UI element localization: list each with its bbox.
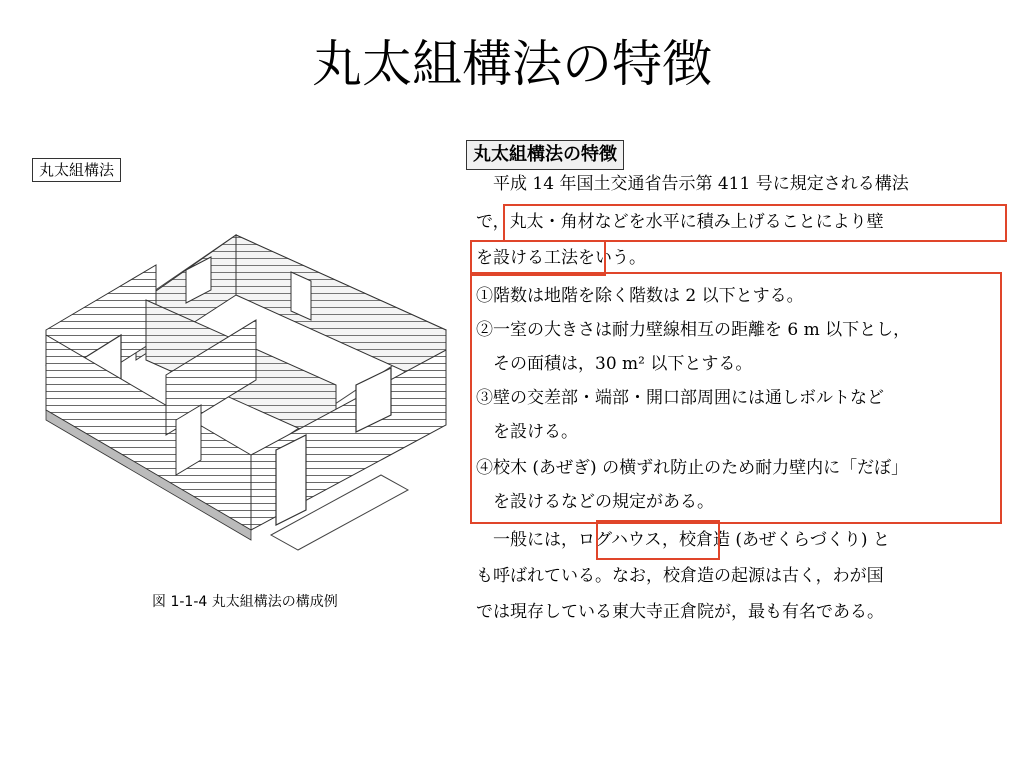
highlight-box-definition [503,204,1007,242]
figure-caption: 図 1-1-4 丸太組構法の構成例 [152,594,338,610]
body-line: その面積は，30 m² 以下とする。 [476,354,753,374]
highlight-box-loghouse [596,520,720,560]
body-line: ①階数は地階を除く階数は 2 以下とする。 [476,286,804,306]
body-line: ④校木 (あぜぎ) の横ずれ防止のため耐力壁内に「だぼ」 [476,458,909,478]
body-line: を設ける。 [476,422,578,442]
body-line: も呼ばれている。なお，校倉造の起源は古く，わが国 [476,566,884,586]
highlight-box-method [470,240,606,276]
window-back-right [291,272,311,320]
body-line: を設ける工法をいう。 [476,248,646,268]
slide-title: 丸太組構法の特徴 [312,35,712,93]
log-house-figure [36,210,466,555]
text-heading: 丸太組構法の特徴 [466,140,624,170]
body-line: では現存している東大寺正倉院が，最も有名である。 [476,602,884,622]
body-line: ②一室の大きさは耐力壁線相互の距離を 6 m 以下とし， [476,320,911,340]
body-line: を設けるなどの規定がある。 [476,492,714,512]
highlight-box-rules [470,272,1002,524]
body-line: ③壁の交差部・端部・開口部周囲には通しボルトなど [476,388,884,408]
body-line: 平成 14 年国土交通省告示第 411 号に規定される構法 [476,174,909,194]
figure-label: 丸太組構法 [32,158,121,182]
door-opening [276,435,306,525]
body-line: で，丸太・角材などを水平に積み上げることにより壁 [476,212,884,232]
body-line: 一般には，ログハウス，校倉造 (あぜくらづくり) と [476,530,890,550]
